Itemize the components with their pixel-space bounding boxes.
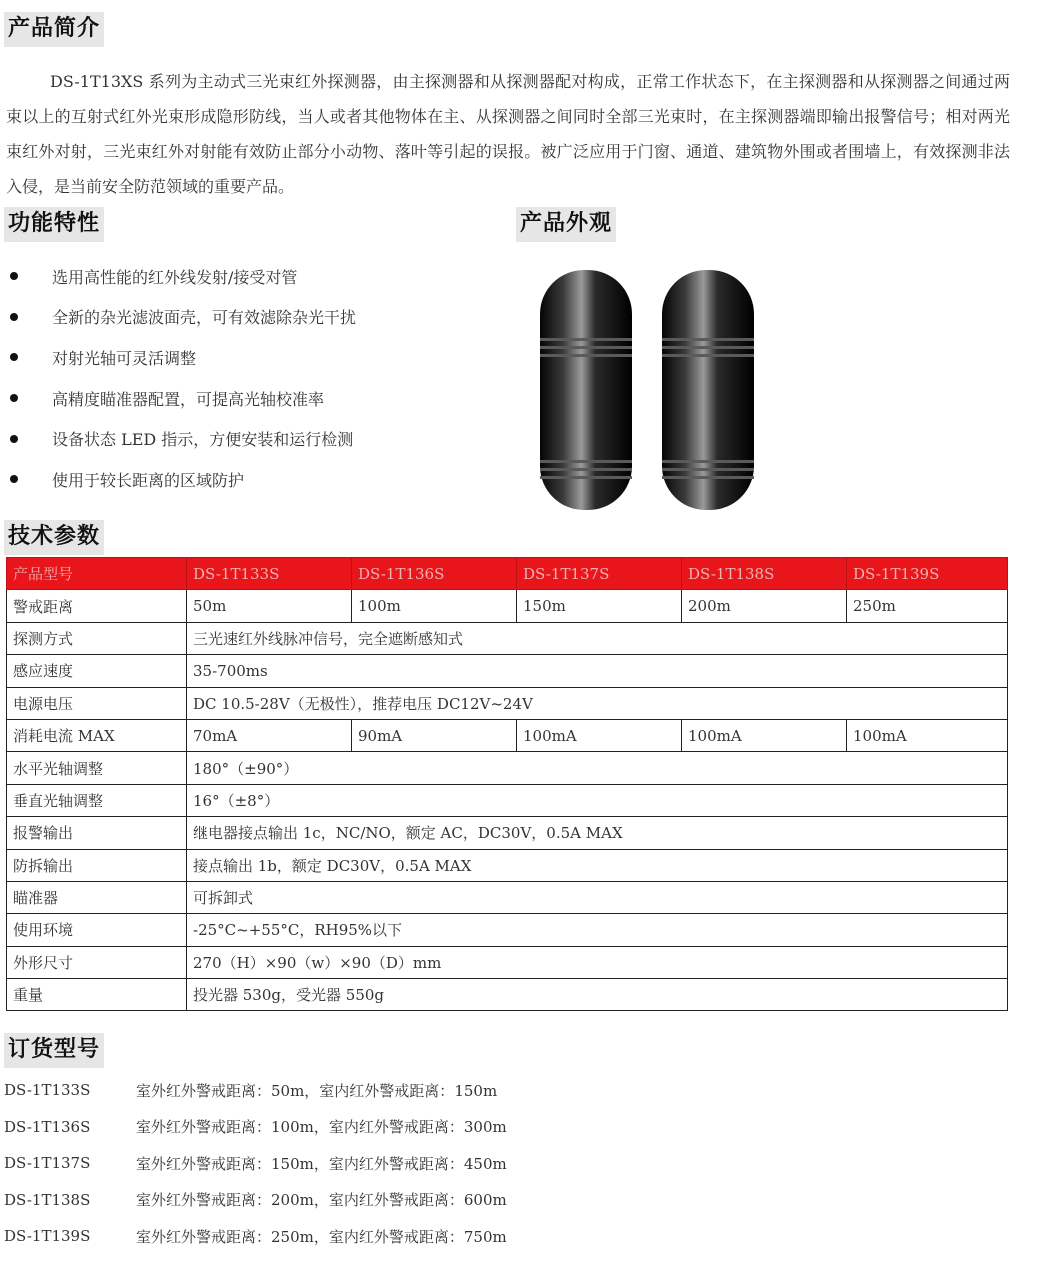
table-header-row: [7, 558, 1008, 590]
table-row: [7, 590, 1008, 622]
bullet-icon: [10, 353, 18, 361]
bullet-icon: [10, 475, 18, 483]
row-label: 使用环境: [7, 914, 187, 946]
table-cell: 100m: [352, 590, 517, 622]
feature-text: 高精度瞄准器配置，可提高光轴校准率: [52, 389, 325, 409]
row-label: 垂直光轴调整: [7, 784, 187, 816]
feature-item: [6, 418, 486, 459]
table-cell: 100mA: [517, 719, 682, 751]
table-cell: 100mA: [847, 719, 1008, 751]
table-cell: 继电器接点输出 1c，NC/NO，额定 AC，DC30V，0.5A MAX: [187, 817, 1008, 849]
table-cell: 200m: [682, 590, 847, 622]
feature-item: [6, 337, 486, 378]
table-row: [7, 881, 1008, 913]
order-model: DS-1T139S: [4, 1227, 91, 1246]
appearance-title: 产品外观: [516, 207, 616, 242]
row-label: 外形尺寸: [7, 946, 187, 978]
header-cell: 产品型号: [7, 558, 187, 590]
row-label: 电源电压: [7, 687, 187, 719]
table-row: [7, 784, 1008, 816]
feature-item: [6, 459, 486, 500]
bullet-icon: [10, 313, 18, 321]
feature-text: 选用高性能的红外线发射/接受对管: [52, 267, 298, 287]
order-desc: 室外红外警戒距离：200m，室内红外警戒距离：600m: [136, 1191, 507, 1210]
order-title: 订货型号: [4, 1033, 104, 1068]
header-cell: DS-1T137S: [517, 558, 682, 590]
feature-text: 对射光轴可灵活调整: [52, 348, 197, 368]
row-label: 水平光轴调整: [7, 752, 187, 784]
table-cell: 270（H）×90（w）×90（D）mm: [187, 946, 1008, 978]
row-label: 重量: [7, 979, 187, 1011]
bullet-icon: [10, 394, 18, 402]
order-model: DS-1T136S: [4, 1117, 91, 1136]
table-cell: DC 10.5-28V（无极性），推荐电压 DC12V~24V: [187, 687, 1008, 719]
feature-item: [6, 378, 486, 419]
table-cell: 250m: [847, 590, 1008, 622]
table-row: [7, 655, 1008, 687]
order-desc: 室外红外警戒距离：50m，室内红外警戒距离：150m: [136, 1081, 498, 1100]
features-title: 功能特性: [4, 207, 104, 242]
order-row: [4, 1072, 704, 1109]
order-model: DS-1T137S: [4, 1154, 91, 1173]
order-desc: 室外红外警戒距离：100m，室内红外警戒距离：300m: [136, 1118, 507, 1137]
row-label: 消耗电流 MAX: [7, 719, 187, 751]
header-cell: DS-1T139S: [847, 558, 1008, 590]
feature-item: [6, 256, 486, 297]
table-row: [7, 817, 1008, 849]
bullet-icon: [10, 272, 18, 280]
bullet-icon: [10, 435, 18, 443]
table-cell: 90mA: [352, 719, 517, 751]
row-label: 瞄准器: [7, 881, 187, 913]
feature-list: [6, 256, 486, 500]
table-cell: 70mA: [187, 719, 352, 751]
order-model: DS-1T138S: [4, 1190, 91, 1209]
header-cell: DS-1T138S: [682, 558, 847, 590]
table-cell: 180°（±90°）: [187, 752, 1008, 784]
table-row: [7, 752, 1008, 784]
feature-text: 设备状态 LED 指示，方便安装和运行检测: [52, 430, 354, 450]
order-row: [4, 1218, 704, 1255]
feature-text: 全新的杂光滤波面壳，可有效滤除杂光干扰: [52, 308, 357, 328]
table-cell: 35-700ms: [187, 655, 1008, 687]
table-cell: 50m: [187, 590, 352, 622]
feature-item: [6, 297, 486, 338]
row-label: 探测方式: [7, 622, 187, 654]
order-list: [4, 1072, 704, 1255]
table-row: [7, 622, 1008, 654]
order-row: [4, 1109, 704, 1146]
table-cell: 接点输出 1b，额定 DC30V，0.5A MAX: [187, 849, 1008, 881]
table-cell: 投光器 530g，受光器 550g: [187, 979, 1008, 1011]
table-row: [7, 719, 1008, 751]
table-cell: 16°（±8°）: [187, 784, 1008, 816]
intro-paragraph: DS-1T13XS 系列为主动式三光束红外探测器，由主探测器和从探测器配对构成，正常工作状态下，在主探测器和从探测器之间通过两束以上的互射式红外光束形成隐形防线，当人或者其他物体在主、从探测器之间同时全部三光束时，在主探测器端即输出报警信号；相对两光束红外对射，三光束红外对射能有效防止部分小动物、落叶等引起的误报。被广泛应用于门窗、通道、建筑物外围或者围墙上，有效探测非法入侵，是当前安全防范领域的重要产品。: [6, 72, 1010, 196]
table-cell: 可拆卸式: [187, 881, 1008, 913]
row-label: 警戒距离: [7, 590, 187, 622]
row-label: 防拆输出: [7, 849, 187, 881]
feature-text: 使用于较长距离的区域防护: [52, 470, 245, 490]
row-label: 报警输出: [7, 817, 187, 849]
table-row: [7, 849, 1008, 881]
table-cell: -25°C~+55°C，RH95%以下: [187, 914, 1008, 946]
table-row: [7, 946, 1008, 978]
order-desc: 室外红外警戒距离：150m，室内红外警戒距离：450m: [136, 1154, 507, 1173]
table-cell: 150m: [517, 590, 682, 622]
row-label: 感应速度: [7, 655, 187, 687]
header-cell: DS-1T136S: [352, 558, 517, 590]
product-image: [518, 260, 778, 515]
detector-left: [540, 270, 632, 510]
table-cell: 三光速红外线脉冲信号，完全遮断感知式: [187, 622, 1008, 654]
specs-title: 技术参数: [4, 520, 104, 555]
table-row: [7, 914, 1008, 946]
table-row: [7, 687, 1008, 719]
order-row: [4, 1145, 704, 1182]
table-cell: 100mA: [682, 719, 847, 751]
table-row: [7, 979, 1008, 1011]
order-model: DS-1T133S: [4, 1081, 91, 1100]
spec-table: [6, 557, 1008, 1011]
detector-right: [662, 270, 754, 510]
intro-title: 产品简介: [4, 12, 104, 47]
order-desc: 室外红外警戒距离：250m，室内红外警戒距离：750m: [136, 1227, 507, 1246]
header-cell: DS-1T133S: [187, 558, 352, 590]
order-row: [4, 1182, 704, 1219]
